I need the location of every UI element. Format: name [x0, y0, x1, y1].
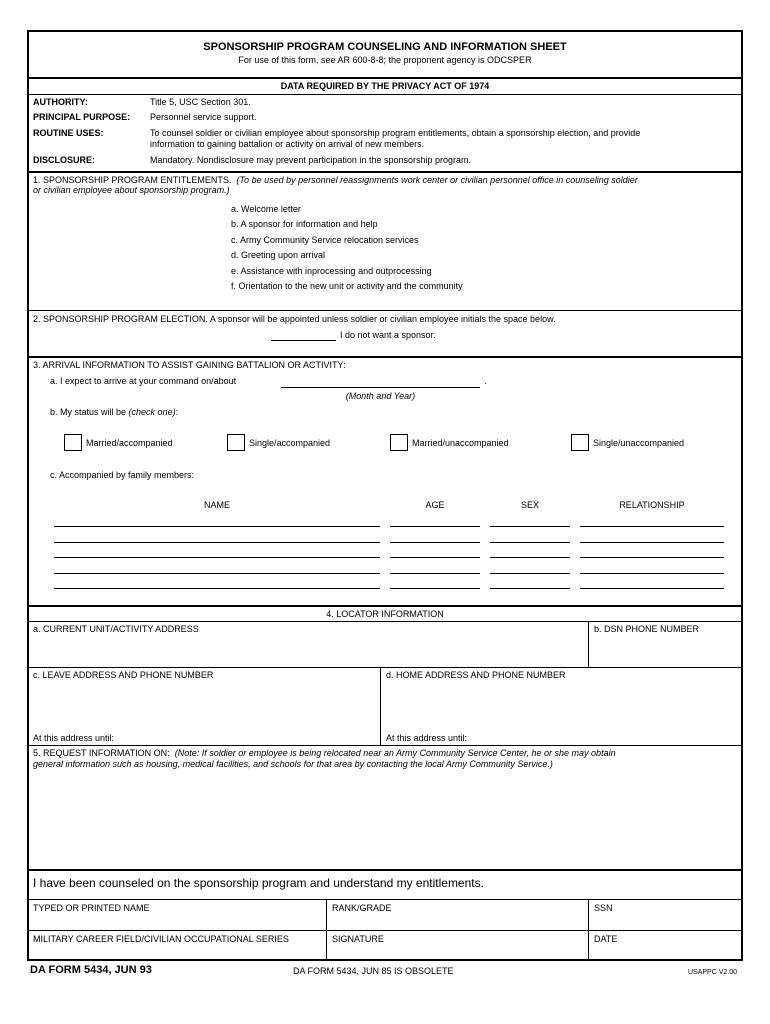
section5-title: 5. REQUEST INFORMATION ON:: [33, 748, 170, 758]
career-field-input[interactable]: [30, 945, 324, 959]
list-item: c. Army Community Service relocation services: [231, 235, 419, 245]
no-sponsor-option: I do not want a sponsor.: [340, 330, 436, 340]
section1-heading: [33, 176, 638, 185]
sponsor-initials-field[interactable]: [271, 328, 336, 341]
ssn-field[interactable]: [591, 914, 739, 929]
typed-name-label: TYPED OR PRINTED NAME: [33, 903, 150, 913]
section5-note: (Note: If soldier or employee is being relocated near an Army Community Service Center, he or she may obtain: [174, 748, 616, 758]
single-unaccompanied-checkbox[interactable]: [571, 434, 589, 451]
family-name-field[interactable]: [54, 588, 380, 589]
single-accompanied-label: Single/accompanied: [249, 438, 331, 448]
authority-value: Title 5, USC Section 301.: [150, 97, 251, 107]
section4-heading: 4. LOCATOR INFORMATION: [326, 609, 444, 619]
dsn-phone-field[interactable]: [591, 635, 739, 665]
ssn-label: SSN: [594, 903, 613, 913]
routine-uses-label: ROUTINE USES:: [33, 128, 104, 138]
family-age-field[interactable]: [390, 573, 480, 574]
family-relationship-field[interactable]: [580, 588, 724, 589]
family-sex-field[interactable]: [490, 573, 570, 574]
column-name: NAME: [203, 500, 230, 510]
list-item: d. Greeting upon arrival: [231, 250, 326, 260]
dsn-phone-label: b. DSN PHONE NUMBER: [594, 624, 700, 634]
section1-title: 1. SPONSORSHIP PROGRAM ENTITLEMENTS.: [33, 175, 232, 185]
request-info-field[interactable]: [30, 773, 739, 867]
home-until-label: At this address until:: [386, 733, 468, 743]
family-name-field[interactable]: [54, 542, 380, 543]
status-colon: :: [175, 407, 179, 417]
family-name-field[interactable]: [54, 526, 380, 527]
family-sex-field[interactable]: [490, 542, 570, 543]
status-label: [50, 408, 178, 417]
married-unaccompanied-checkbox[interactable]: [390, 434, 408, 451]
family-age-field[interactable]: [390, 542, 480, 543]
family-name-field[interactable]: [54, 573, 380, 574]
family-sex-field[interactable]: [490, 588, 570, 589]
section1-note: (To be used by personnel reassignments work center or civilian personnel office in counseling soldier: [236, 175, 638, 185]
single-unaccompanied-label: Single/unaccompanied: [593, 438, 685, 448]
family-age-field[interactable]: [390, 557, 480, 558]
leave-address-label: c. LEAVE ADDRESS AND PHONE NUMBER: [33, 670, 214, 680]
date-label: DATE: [594, 934, 618, 944]
authority-label: AUTHORITY:: [33, 97, 88, 107]
list-item: e. Assistance with inprocessing and outprocessing: [231, 266, 432, 276]
signature-label: SIGNATURE: [332, 934, 384, 944]
list-item: f. Orientation to the new unit or activity and the community: [231, 281, 463, 291]
leave-address-field[interactable]: [30, 681, 378, 729]
unit-address-field[interactable]: [30, 635, 586, 665]
date-field[interactable]: [591, 945, 739, 959]
unit-address-label: a. CURRENT UNIT/ACTIVITY ADDRESS: [33, 624, 199, 634]
list-item: a. Welcome letter: [231, 204, 301, 214]
section5-note-line2: general information such as housing, medical facilities, and schools for that area by contacting the local Army Community Service.): [33, 759, 553, 769]
routine-uses-line1: To counsel soldier or civilian employee about sponsorship program entitlements, obtain a sponsorship election, and provide: [150, 128, 641, 138]
form-number: DA FORM 5434, JUN 93: [30, 964, 152, 976]
family-sex-field[interactable]: [490, 526, 570, 527]
family-relationship-field[interactable]: [580, 526, 724, 527]
typed-name-field[interactable]: [30, 914, 324, 929]
arrive-label: a. I expect to arrive at your command on/about: [50, 376, 237, 386]
arrive-period: .: [484, 376, 487, 386]
family-label: c. Accompanied by family members:: [50, 470, 195, 480]
column-relationship: RELATIONSHIP: [619, 500, 685, 510]
routine-uses-line2: information to gaining battalion or activity on arrival of new members.: [150, 139, 425, 149]
family-name-field[interactable]: [54, 557, 380, 558]
signature-field[interactable]: [329, 945, 585, 959]
married-unaccompanied-label: Married/unaccompanied: [412, 438, 509, 448]
family-relationship-field[interactable]: [580, 557, 724, 558]
section3-heading: 3. ARRIVAL INFORMATION TO ASSIST GAINING BATTALION OR ACTIVITY:: [33, 360, 346, 370]
disclosure-label: DISCLOSURE:: [33, 155, 96, 165]
family-relationship-field[interactable]: [580, 573, 724, 574]
home-address-label: d. HOME ADDRESS AND PHONE NUMBER: [386, 670, 566, 680]
month-year-label: (Month and Year): [345, 391, 416, 401]
leave-until-label: At this address until:: [33, 733, 115, 743]
privacy-heading: DATA REQUIRED BY THE PRIVACY ACT OF 1974: [280, 81, 490, 91]
married-accompanied-label: Married/accompanied: [86, 438, 173, 448]
arrival-date-field[interactable]: [281, 375, 480, 388]
purpose-label: PRINCIPAL PURPOSE:: [33, 112, 131, 122]
version-label: USAPPC V2.00: [688, 969, 738, 976]
section5-heading: [33, 749, 616, 758]
family-age-field[interactable]: [390, 526, 480, 527]
list-item: b. A sponsor for information and help: [231, 219, 378, 229]
column-age: AGE: [425, 500, 445, 510]
column-sex: SEX: [520, 500, 539, 510]
status-hint: (check one): [128, 407, 176, 417]
form-subtitle: For use of this form, see AR 600-8-8; the proponent agency is ODCSPER: [238, 55, 532, 65]
family-sex-field[interactable]: [490, 557, 570, 558]
purpose-value: Personnel service support.: [150, 112, 257, 122]
rank-grade-label: RANK/GRADE: [332, 903, 392, 913]
form-title: SPONSORSHIP PROGRAM COUNSELING AND INFORMATION SHEET: [203, 41, 567, 53]
acknowledgement-statement: I have been counseled on the sponsorship program and understand my entitlements.: [33, 876, 484, 890]
home-address-field[interactable]: [383, 681, 739, 729]
family-relationship-field[interactable]: [580, 542, 724, 543]
rank-grade-field[interactable]: [329, 914, 585, 929]
career-field-label: MILITARY CAREER FIELD/CIVILIAN OCCUPATIONAL SERIES: [33, 934, 289, 944]
single-accompanied-checkbox[interactable]: [227, 434, 245, 451]
status-label-text: b. My status will be: [50, 407, 127, 417]
obsolete-notice: DA FORM 5434, JUN 85 IS OBSOLETE: [293, 966, 454, 976]
disclosure-value: Mandatory. Nondisclosure may prevent participation in the sponsorship program.: [150, 155, 471, 165]
married-accompanied-checkbox[interactable]: [64, 434, 82, 451]
family-age-field[interactable]: [390, 588, 480, 589]
section1-note-line2: or civilian employee about sponsorship program.): [33, 185, 230, 195]
section2-text: 2. SPONSORSHIP PROGRAM ELECTION. A sponsor will be appointed unless soldier or civilian employee initials the space below.: [33, 314, 556, 324]
